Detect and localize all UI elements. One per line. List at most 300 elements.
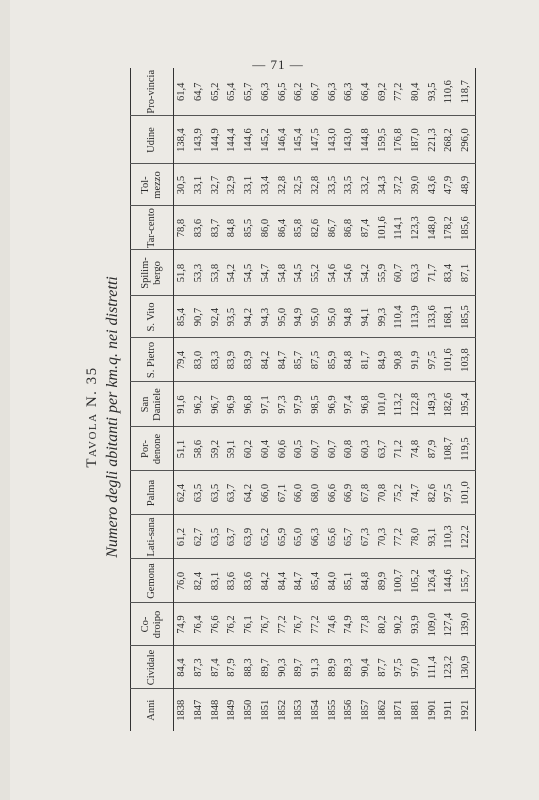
table-cell: 84,0: [324, 559, 341, 603]
column-header: San Daniele: [131, 382, 174, 427]
table-cell: 83,9: [224, 338, 241, 382]
table-cell: 33,5: [324, 164, 341, 206]
table-row: [425, 68, 442, 731]
table-cell: 32,8: [274, 164, 291, 206]
table-cell: 86,0: [258, 206, 275, 250]
table-cell: 93,1: [425, 515, 442, 559]
table-cell: 76,0: [174, 559, 191, 603]
table-cell: 76,7: [291, 603, 308, 646]
table-cell: 65,6: [324, 515, 341, 559]
table-cell: 63,3: [408, 250, 425, 296]
table-cell: 62,4: [174, 471, 191, 515]
table-cell: 145,4: [291, 116, 308, 164]
table-cell: 84,2: [258, 338, 275, 382]
table-cell: 97,9: [291, 382, 308, 427]
table-cell: 90,7: [191, 296, 208, 338]
table-cell: 87,5: [308, 338, 325, 382]
table-cell: 94,2: [241, 296, 258, 338]
table-cell: 90,2: [391, 603, 408, 646]
table-cell: 159,5: [375, 116, 392, 164]
table-cell: 89,7: [291, 646, 308, 689]
table-cell: 65,7: [243, 82, 255, 101]
table-cell: 94,8: [341, 296, 358, 338]
table-cell: 60,7: [391, 250, 408, 296]
table-cell: 101,6: [375, 206, 392, 250]
table-cell: 74,6: [324, 603, 341, 646]
table-cell: 114,1: [391, 206, 408, 250]
table-cell: 76,1: [241, 603, 258, 646]
year-cell: 1901: [425, 689, 442, 731]
table-row: [291, 68, 308, 731]
table-cell: 61,2: [174, 515, 191, 559]
year-cell: 1856: [341, 689, 358, 731]
population-density-table: [130, 68, 476, 731]
table-cell: 84,8: [224, 206, 241, 250]
table-cell: 65,7: [341, 515, 358, 559]
table-cell: 95,0: [324, 296, 341, 338]
table-cell: 143,9: [191, 116, 208, 164]
table-cell: 60,7: [308, 427, 325, 471]
year-cell: 1853: [291, 689, 308, 731]
table-cell: 90,8: [391, 338, 408, 382]
table-cell: 32,8: [308, 164, 325, 206]
table-cell: 92,4: [208, 296, 225, 338]
table-cell: 67,3: [358, 515, 375, 559]
table-cell: 66,3: [308, 515, 325, 559]
table-cell: 58,6: [191, 427, 208, 471]
table-cell: 85,5: [241, 206, 258, 250]
table-cell: 101,6: [441, 338, 458, 382]
table-cell: 185,5: [458, 296, 476, 338]
table-cell: 71,2: [391, 427, 408, 471]
table-cell: 96,2: [191, 382, 208, 427]
table-cell: 113,9: [408, 296, 425, 338]
table-cell: 91,6: [174, 382, 191, 427]
table-cell: 59,2: [208, 427, 225, 471]
table-cell: 111,4: [425, 646, 442, 689]
column-header: Cividale: [131, 646, 174, 689]
table-cell: 139,0: [458, 603, 476, 646]
table-cell: 66,3: [343, 82, 355, 101]
table-cell: 54,2: [224, 250, 241, 296]
table-cell: 144,4: [224, 116, 241, 164]
table-cell: 144,6: [241, 116, 258, 164]
table-row: [274, 68, 291, 731]
table-cell: 155,7: [458, 559, 476, 603]
table-cell: 83,1: [208, 559, 225, 603]
table-row: [375, 68, 392, 731]
year-cell: 1911: [441, 689, 458, 731]
column-header: Gemona: [131, 559, 174, 603]
table-cell: 296,0: [458, 116, 476, 164]
table-cell: 77,2: [393, 82, 405, 101]
table-cell: 83,9: [241, 338, 258, 382]
table-cell: 60,3: [358, 427, 375, 471]
table-cell: 33,1: [191, 164, 208, 206]
table-cell: 85,4: [308, 559, 325, 603]
table-cell: 97,5: [425, 338, 442, 382]
table-cell: 63,5: [208, 471, 225, 515]
table-cell: 91,3: [308, 646, 325, 689]
table-cell: 101,0: [458, 471, 476, 515]
table-row: [174, 68, 191, 731]
table-cell: 221,3: [425, 116, 442, 164]
table-cell: 95,0: [274, 296, 291, 338]
table-cell: 47,9: [441, 164, 458, 206]
table-row: [308, 68, 325, 731]
table-cell: 76,6: [208, 603, 225, 646]
table-cell: 96,9: [224, 382, 241, 427]
table-cell: 93,5: [224, 296, 241, 338]
table-cell: 51,8: [174, 250, 191, 296]
table-cell: 33,4: [258, 164, 275, 206]
table-cell: 97,1: [258, 382, 275, 427]
table-cell: 60,5: [291, 427, 308, 471]
table-cell: 78,0: [408, 515, 425, 559]
table-cell: 101,0: [375, 382, 392, 427]
table-cell: 55,9: [375, 250, 392, 296]
column-header: Udine: [131, 116, 174, 164]
table-cell: 89,3: [341, 646, 358, 689]
table-cell: 65,2: [209, 82, 221, 101]
table-row: [458, 68, 476, 731]
table-cell: 83,3: [208, 338, 225, 382]
table-cell: 54,6: [341, 250, 358, 296]
table-row: [358, 68, 375, 731]
column-header: S. Vito: [131, 296, 174, 338]
table-cell: 55,2: [308, 250, 325, 296]
table-cell: 87,4: [358, 206, 375, 250]
table-cell: 83,0: [191, 338, 208, 382]
table-cell: 126,4: [425, 559, 442, 603]
table-cell: 86,8: [341, 206, 358, 250]
table-cell: 83,6: [191, 206, 208, 250]
table-cell: 85,9: [324, 338, 341, 382]
table-cell: 89,9: [375, 559, 392, 603]
table-cell: 148,0: [425, 206, 442, 250]
table-cell: 93,9: [408, 603, 425, 646]
table-cell: 97,5: [391, 646, 408, 689]
table-cell: 88,3: [241, 646, 258, 689]
rotated-table-frame: [72, 69, 492, 733]
table-cell: 74,9: [174, 603, 191, 646]
year-cell: 1851: [258, 689, 275, 731]
year-cell: 1850: [241, 689, 258, 731]
table-cell: 122,8: [408, 382, 425, 427]
table-cell: 65,9: [274, 515, 291, 559]
table-cell: 86,4: [274, 206, 291, 250]
table-cell: 66,3: [326, 82, 338, 101]
table-cell: 74,7: [408, 471, 425, 515]
table-cell: 176,8: [391, 116, 408, 164]
table-cell: 65,4: [226, 82, 238, 101]
table-cell: 66,2: [293, 82, 305, 101]
table-cell: 82,6: [425, 471, 442, 515]
table-cell: 80,2: [375, 603, 392, 646]
table-cell: 178,2: [441, 206, 458, 250]
table-cell: 82,6: [308, 206, 325, 250]
table-cell: 87,4: [208, 646, 225, 689]
table-cell: 87,9: [224, 646, 241, 689]
year-cell: 1848: [208, 689, 225, 731]
table-cell: 103,8: [458, 338, 476, 382]
table-cell: 143,0: [324, 116, 341, 164]
page-number: — 71 —: [252, 57, 304, 72]
table-cell: 145,2: [258, 116, 275, 164]
column-header: Tar-cento: [131, 206, 174, 250]
year-cell: 1857: [358, 689, 375, 731]
table-cell: 68,0: [308, 471, 325, 515]
table-cell: 60,7: [324, 427, 341, 471]
table-cell: 94,1: [358, 296, 375, 338]
table-cell: 85,4: [174, 296, 191, 338]
table-cell: 84,8: [358, 559, 375, 603]
table-cell: 74,9: [341, 603, 358, 646]
table-row: [258, 68, 275, 731]
table-cell: 185,6: [458, 206, 476, 250]
table-cell: 122,2: [458, 515, 476, 559]
table-cell: 143,0: [341, 116, 358, 164]
column-header: S. Pietro: [131, 338, 174, 382]
table-cell: 83,6: [224, 559, 241, 603]
table-cell: 84,2: [258, 559, 275, 603]
table-cell: 84,8: [341, 338, 358, 382]
table-cell: 123,2: [441, 646, 458, 689]
table-cell: 63,5: [191, 471, 208, 515]
table-cell: 109,0: [425, 603, 442, 646]
table-cell: 30,5: [174, 164, 191, 206]
table-cell: 37,2: [391, 164, 408, 206]
table-cell: 89,9: [324, 646, 341, 689]
table-cell: 83,4: [441, 250, 458, 296]
year-cell: 1847: [191, 689, 208, 731]
table-cell: 87,3: [191, 646, 208, 689]
table-cell: 95,0: [308, 296, 325, 338]
table-cell: 66,4: [359, 82, 371, 101]
year-cell: 1921: [458, 689, 476, 731]
table-cell: 118,7: [460, 80, 472, 104]
table-number: Tavola N. 35: [84, 366, 100, 468]
table-row: [441, 68, 458, 731]
table-cell: 96,8: [241, 382, 258, 427]
table-cell: 34,3: [375, 164, 392, 206]
table-cell: 32,5: [291, 164, 308, 206]
table-cell: 127,4: [441, 603, 458, 646]
table-cell: 66,0: [291, 471, 308, 515]
table-cell: 84,7: [291, 559, 308, 603]
table-cell: 51,1: [174, 427, 191, 471]
table-row: [408, 68, 425, 731]
table-cell: 54,5: [241, 250, 258, 296]
table-cell: 53,3: [191, 250, 208, 296]
table-cell: 97,3: [274, 382, 291, 427]
table-cell: 75,2: [391, 471, 408, 515]
table-cell: 66,6: [324, 471, 341, 515]
table-cell: 93,5: [426, 82, 438, 101]
table-cell: 123,3: [408, 206, 425, 250]
year-cell: 1849: [224, 689, 241, 731]
table-cell: 108,7: [441, 427, 458, 471]
table-cell: 182,6: [441, 382, 458, 427]
table-cell: 43,6: [425, 164, 442, 206]
table-cell: 90,3: [274, 646, 291, 689]
table-cell: 79,4: [174, 338, 191, 382]
table-cell: 61,4: [176, 82, 188, 101]
table-cell: 48,9: [458, 164, 476, 206]
table-cell: 146,4: [274, 116, 291, 164]
table-cell: 71,7: [425, 250, 442, 296]
table-cell: 96,9: [324, 382, 341, 427]
table-cell: 60,4: [258, 427, 275, 471]
table-cell: 97,0: [408, 646, 425, 689]
table-cell: 94,3: [258, 296, 275, 338]
table-cell: 110,6: [443, 80, 455, 104]
table-cell: 39,0: [408, 164, 425, 206]
table-cell: 96,7: [208, 382, 225, 427]
table-cell: 33,5: [341, 164, 358, 206]
table-cell: 87,7: [375, 646, 392, 689]
table-cell: 119,5: [458, 427, 476, 471]
column-header: Co-droipo: [131, 603, 174, 646]
year-cell: 1852: [274, 689, 291, 731]
column-header: Anni: [131, 689, 174, 731]
table-cell: 70,8: [375, 471, 392, 515]
table-cell: 81,7: [358, 338, 375, 382]
table-cell: 77,8: [358, 603, 375, 646]
table-cell: 83,7: [208, 206, 225, 250]
table-row: [391, 68, 408, 731]
table-cell: 90,4: [358, 646, 375, 689]
table-cell: 84,9: [375, 338, 392, 382]
table-cell: 133,6: [425, 296, 442, 338]
table-cell: 113,2: [391, 382, 408, 427]
table-cell: 110,3: [441, 515, 458, 559]
table-cell: 66,9: [341, 471, 358, 515]
table-cell: 60,8: [341, 427, 358, 471]
table-cell: 187,0: [408, 116, 425, 164]
table-cell: 65,2: [258, 515, 275, 559]
table-cell: 91,9: [408, 338, 425, 382]
table-cell: 76,2: [224, 603, 241, 646]
table-cell: 195,4: [458, 382, 476, 427]
table-cell: 32,7: [208, 164, 225, 206]
year-cell: 1855: [324, 689, 341, 731]
year-cell: 1862: [375, 689, 392, 731]
table-cell: 82,4: [191, 559, 208, 603]
table-row: [208, 68, 225, 731]
table-row: [224, 68, 241, 731]
header-row: [131, 68, 174, 731]
table-cell: 54,2: [358, 250, 375, 296]
column-header: Spilim-bergo: [131, 250, 174, 296]
table-cell: 59,1: [224, 427, 241, 471]
table-cell: 67,8: [358, 471, 375, 515]
table-cell: 80,4: [410, 82, 421, 101]
year-cell: 1838: [174, 689, 191, 731]
table-cell: 33,1: [241, 164, 258, 206]
table-cell: 63,7: [224, 471, 241, 515]
table-cell: 97,5: [441, 471, 458, 515]
table-cell: 32,9: [224, 164, 241, 206]
table-cell: 138,4: [174, 116, 191, 164]
year-cell: 1854: [308, 689, 325, 731]
table-cell: 66,0: [258, 471, 275, 515]
table-cell: 60,6: [274, 427, 291, 471]
table-cell: 77,2: [308, 603, 325, 646]
table-cell: 70,3: [375, 515, 392, 559]
column-header: Pro-vincia: [131, 68, 174, 116]
table-cell: 54,7: [258, 250, 275, 296]
table-cell: 87,1: [458, 250, 476, 296]
table-cell: 83,6: [241, 559, 258, 603]
year-cell: 1871: [391, 689, 408, 731]
table-cell: 66,5: [276, 82, 288, 101]
table-cell: 66,7: [309, 82, 321, 101]
table-cell: 85,7: [291, 338, 308, 382]
table-cell: 96,8: [358, 382, 375, 427]
table-cell: 268,2: [441, 116, 458, 164]
table-cell: 168,1: [441, 296, 458, 338]
table-cell: 100,7: [391, 559, 408, 603]
table-cell: 85,1: [341, 559, 358, 603]
table-cell: 110,4: [391, 296, 408, 338]
table-cell: 84,4: [174, 646, 191, 689]
table-cell: 66,3: [259, 82, 271, 101]
table-cell: 74,8: [408, 427, 425, 471]
table-cell: 64,2: [241, 471, 258, 515]
table-row: [241, 68, 258, 731]
table-cell: 63,9: [241, 515, 258, 559]
table-cell: 77,2: [391, 515, 408, 559]
table-cell: 77,2: [274, 603, 291, 646]
table-cell: 85,8: [291, 206, 308, 250]
table-cell: 144,9: [208, 116, 225, 164]
table-cell: 63,7: [224, 515, 241, 559]
table-cell: 144,8: [358, 116, 375, 164]
table-row: [341, 68, 358, 731]
table-cell: 84,7: [274, 338, 291, 382]
table-row: [324, 68, 341, 731]
table-cell: 144,6: [441, 559, 458, 603]
table-cell: 98,5: [308, 382, 325, 427]
year-cell: 1881: [408, 689, 425, 731]
table-cell: 84,4: [274, 559, 291, 603]
table-cell: 76,4: [191, 603, 208, 646]
book-page: [10, 0, 539, 800]
table-row: [191, 68, 208, 731]
table-cell: 86,7: [324, 206, 341, 250]
table-cell: 54,6: [324, 250, 341, 296]
table-title: Numero degli abitanti per km.q. nei distretti: [104, 276, 121, 558]
table-cell: 105,2: [408, 559, 425, 603]
table-cell: 65,0: [291, 515, 308, 559]
table-cell: 87,9: [425, 427, 442, 471]
table-cell: 149,3: [425, 382, 442, 427]
table-cell: 130,9: [458, 646, 476, 689]
table-cell: 63,7: [375, 427, 392, 471]
table-cell: 64,7: [193, 82, 205, 101]
table-cell: 69,2: [376, 82, 388, 101]
table-cell: 54,8: [274, 250, 291, 296]
table-cell: 147,5: [308, 116, 325, 164]
table-cell: 54,5: [291, 250, 308, 296]
table-cell: 94,9: [291, 296, 308, 338]
table-cell: 33,2: [358, 164, 375, 206]
column-header: Tol-mezzo: [131, 164, 174, 206]
table-cell: 78,8: [174, 206, 191, 250]
column-header: Palma: [131, 471, 174, 515]
table-cell: 53,8: [208, 250, 225, 296]
